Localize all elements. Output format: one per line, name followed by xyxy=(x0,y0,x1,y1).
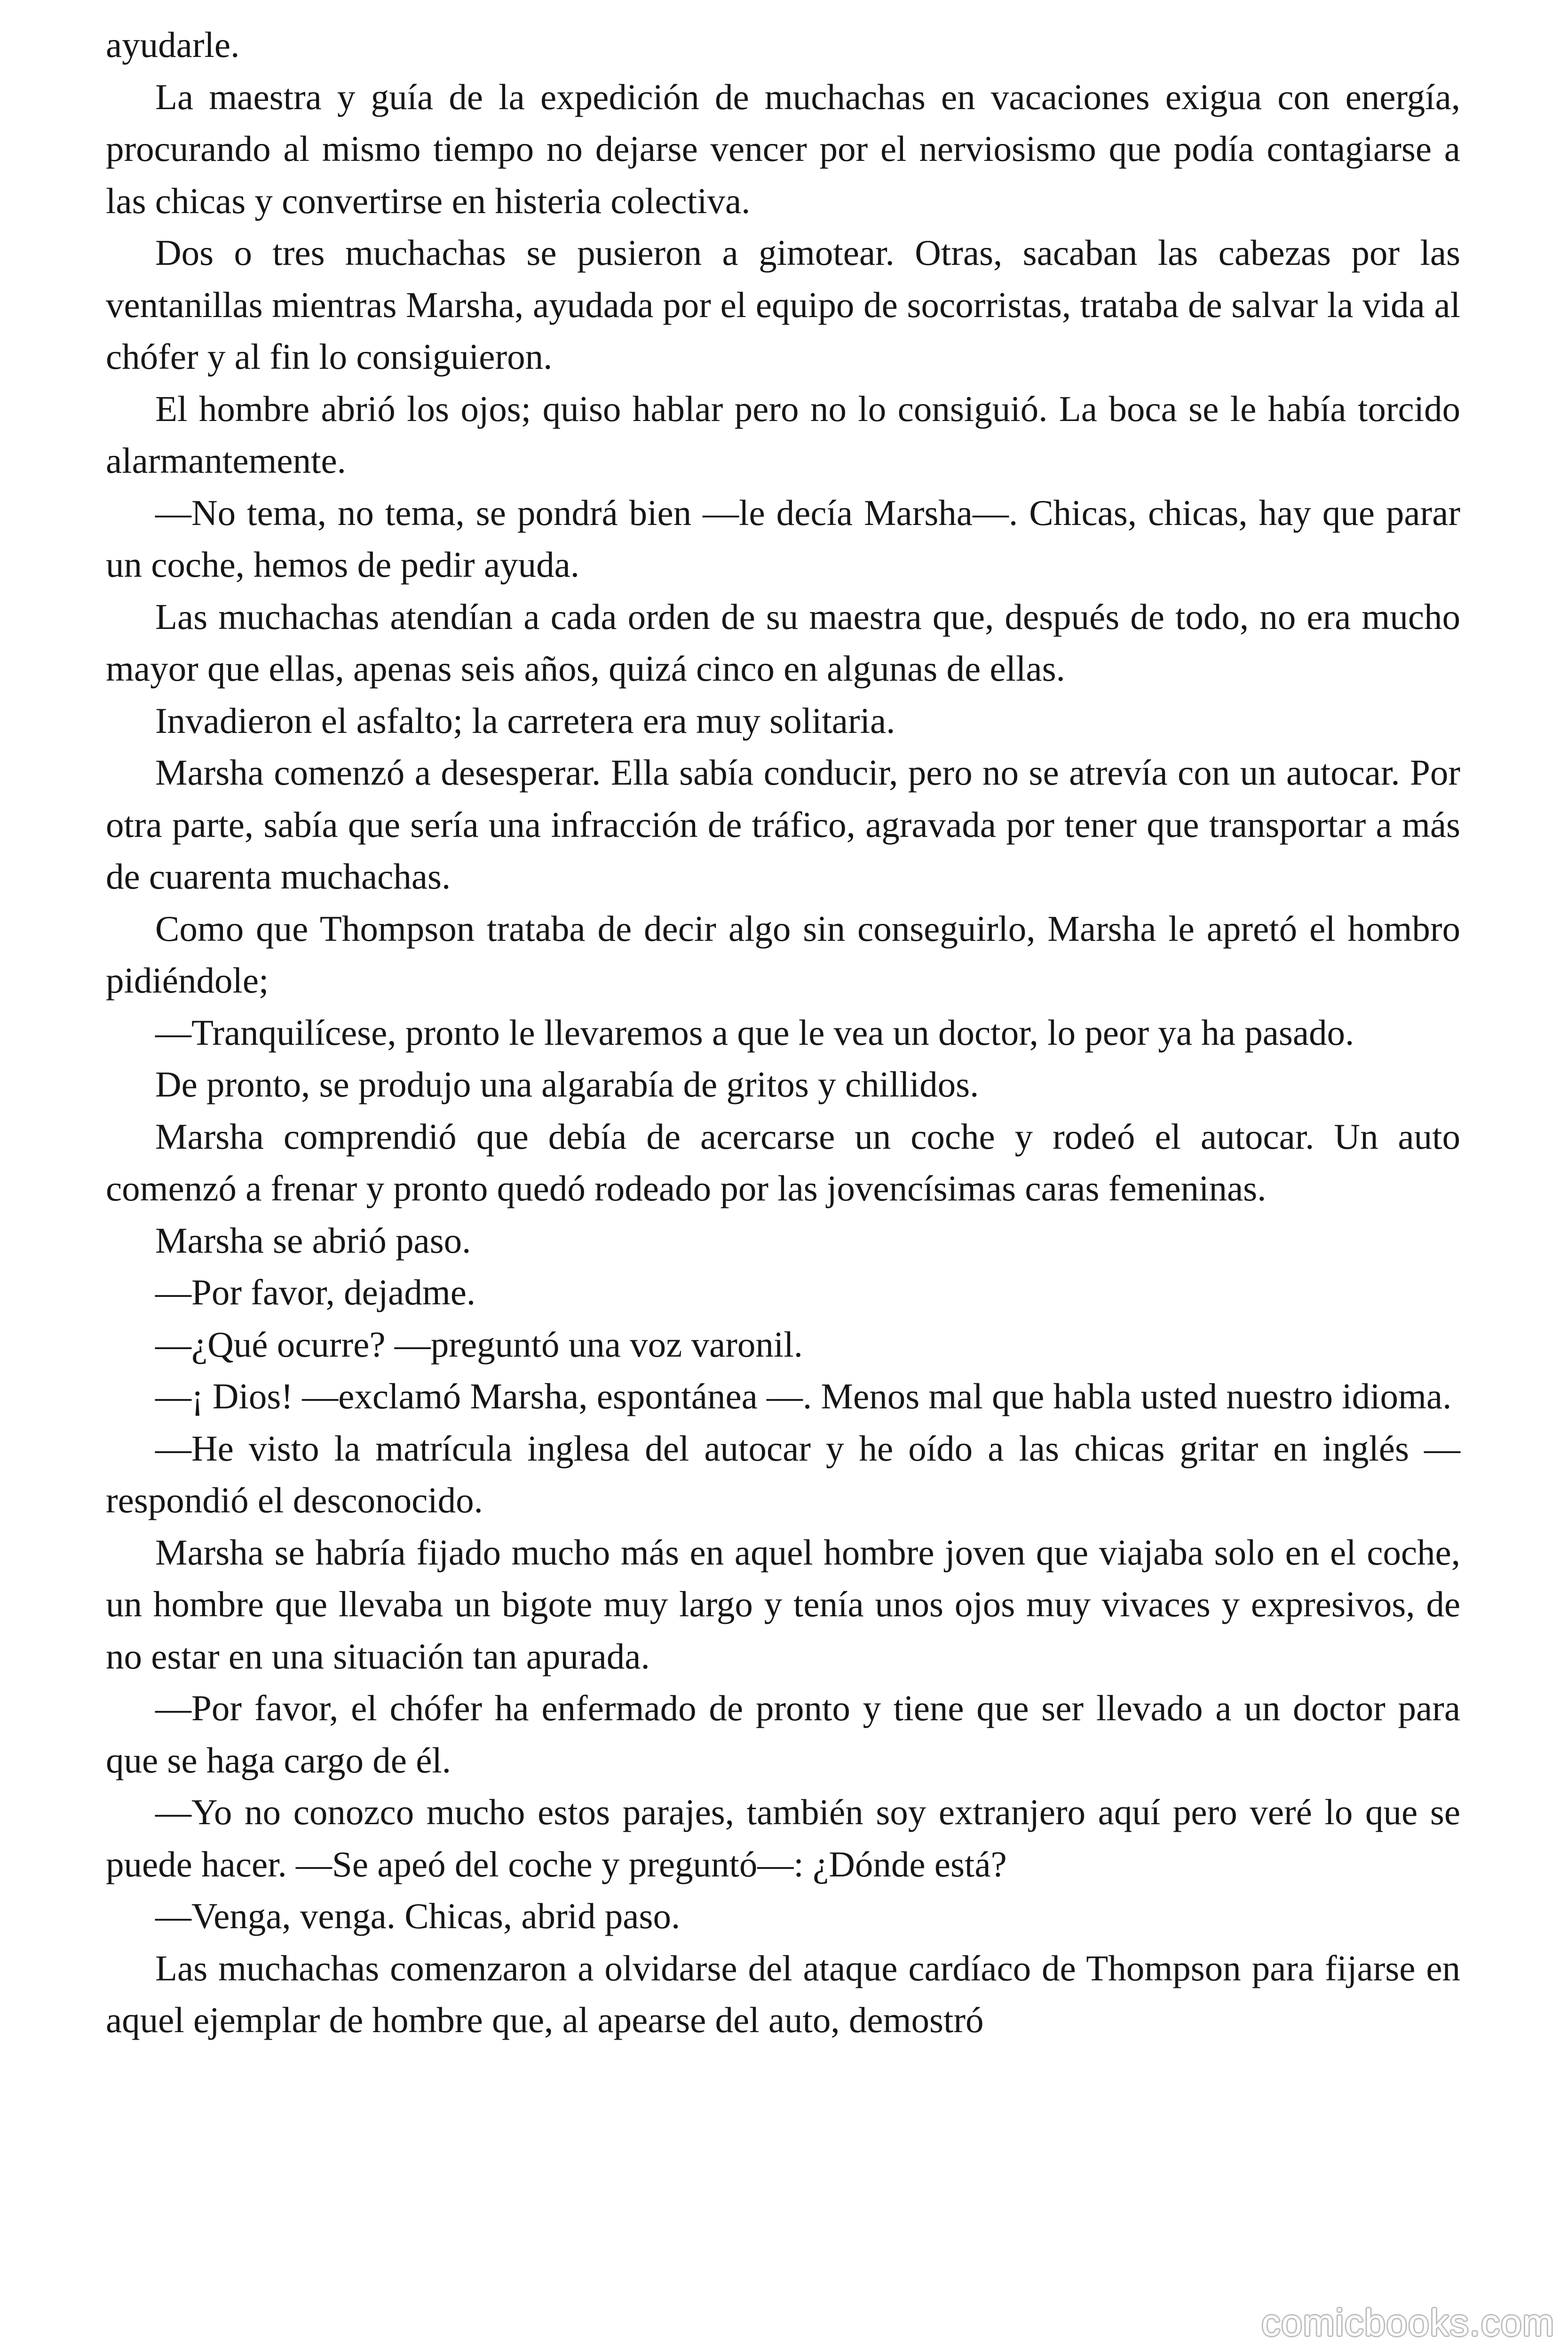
dialogue-paragraph: —¡ Dios! —exclamó Marsha, espontánea —. Menos mal que habla usted nuestro idioma. xyxy=(155,1376,1452,1416)
dialogue-paragraph: —He visto la matrícula inglesa del autocar y he oído a las chicas gritar en inglés —respondió el desconocido. xyxy=(106,1428,1460,1520)
paragraph: Como que Thompson trataba de decir algo sin conseguirlo, Marsha le apretó el hombro pidiéndole; xyxy=(106,908,1460,1001)
dialogue-paragraph: —Por favor, dejadme. xyxy=(155,1272,476,1312)
paragraph: Marsha comenzó a desesperar. Ella sabía conducir, pero no se atrevía con un autocar. Por otra parte, sabía que sería una infracción de tráfico, agravada por tener que transportar a más de cuarenta muchachas. xyxy=(106,752,1460,897)
paragraph: Las muchachas atendían a cada orden de su maestra que, después de todo, no era mucho mayor que ellas, apenas seis años, quizá cinco en algunas de ellas. xyxy=(106,596,1460,689)
paragraph: Marsha se habría fijado mucho más en aquel hombre joven que viajaba solo en el coche, un hombre que llevaba un bigote muy largo y tenía unos ojos muy vivaces y expresivos, de no estar en una situación tan apurada. xyxy=(106,1532,1460,1677)
paragraph: Marsha se abrió paso. xyxy=(155,1220,471,1261)
paragraph: Dos o tres muchachas se pusieron a gimotear. Otras, sacaban las cabezas por las ventanillas mientras Marsha, ayudada por el equipo de socorristas, trataba de salvar la vida al chófer y al fin lo consiguieron. xyxy=(106,232,1460,377)
dialogue-paragraph: —Tranquilícese, pronto le llevaremos a que le vea un doctor, lo peor ya ha pasado. xyxy=(155,1012,1354,1053)
dialogue-paragraph: —No tema, no tema, se pondrá bien —le decía Marsha—. Chicas, chicas, hay que parar un coche, hemos de pedir ayuda. xyxy=(106,492,1460,585)
dialogue-paragraph: —Venga, venga. Chicas, abrid paso. xyxy=(155,1896,681,1936)
paragraph: Invadieron el asfalto; la carretera era muy solitaria. xyxy=(155,700,895,741)
paragraph: Marsha comprendió que debía de acercarse un coche y rodeó el autocar. Un auto comenzó a frenar y pronto quedó rodeado por las jovencísimas caras femeninas. xyxy=(106,1116,1460,1208)
page-body xyxy=(106,19,1460,2046)
paragraph-continuation: ayudarle. xyxy=(106,24,240,65)
dialogue-paragraph: —Por favor, el chófer ha enfermado de pronto y tiene que ser llevado a un doctor para que se haga cargo de él. xyxy=(106,1688,1460,1780)
paragraph: De pronto, se produjo una algarabía de gritos y chillidos. xyxy=(155,1064,979,1104)
paragraph: La maestra y guía de la expedición de muchachas en vacaciones exigua con energía, procurando al mismo tiempo no dejarse vencer por el nerviosismo que podía contagiarse a las chicas y convertirse en histeria colectiva. xyxy=(106,76,1460,221)
paragraph: Las muchachas comenzaron a olvidarse del ataque cardíaco de Thompson para fijarse en aquel ejemplar de hombre que, al apearse del auto, demostró xyxy=(106,1947,1460,2040)
dialogue-paragraph: —Yo no conozco mucho estos parajes, también soy extranjero aquí pero veré lo que se puede hacer. —Se apeó del coche y preguntó—: ¿Dónde está? xyxy=(106,1792,1460,1884)
watermark: comicbooks.com xyxy=(1261,2302,1555,2344)
paragraph: El hombre abrió los ojos; quiso hablar pero no lo consiguió. La boca se le había torcido alarmantemente. xyxy=(106,388,1460,481)
dialogue-paragraph: —¿Qué ocurre? —preguntó una voz varonil. xyxy=(155,1324,803,1365)
